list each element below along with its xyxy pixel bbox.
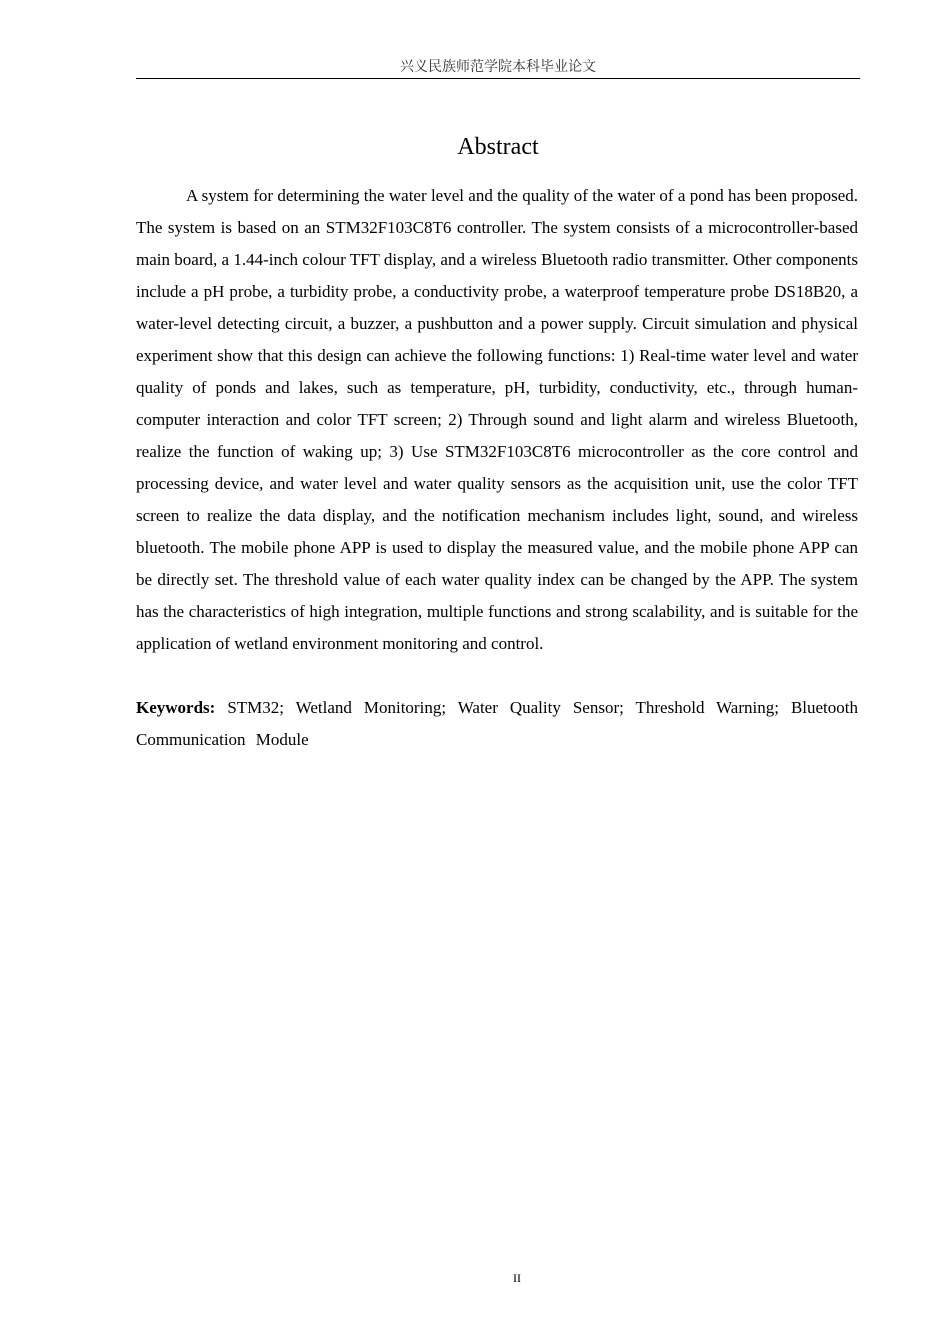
keywords-label: Keywords: bbox=[136, 698, 216, 717]
abstract-body: A system for determining the water level and the quality of the water of a pond has been proposed. The system is based on an STM32F103C8T6 controller. The system consists of a microcontroller-based main board, a 1.44-inch colour TFT display, and a wireless Bluetooth radio transmitter. Other components include a pH probe, a turbidity probe, a conductivity probe, a waterproof temperature probe DS18B20, a water-level detecting circuit, a buzzer, a pushbutton and a power supply. Circuit simulation and physical experiment show that this design can achieve the following functions: 1) Real-time water level and water quality of ponds and lakes, such as temperature, pH, turbidity, conductivity, etc., through human-computer interaction and color TFT screen; 2) Through sound and light alarm and wireless Bluetooth, realize the function of waking up; 3) Use STM32F103C8T6 microcontroller as the core control and processing device, and water level and water quality sensors as the acquisition unit, use the color TFT screen to realize the data display, and the notification mechanism includes light, sound, and wireless bluetooth. The mobile phone APP is used to display the measured value, and the mobile phone APP can be directly set. The threshold value of each water quality index can be changed by the APP. The system has the characteristics of high integration, multiple functions and strong scalability, and is suitable for the application of wetland environment monitoring and control. bbox=[136, 186, 858, 653]
keywords-text: STM32; Wetland Monitoring; Water Quality Sensor; Threshold Warning; Bluetooth Communication Module bbox=[136, 698, 858, 749]
abstract-title: Abstract bbox=[457, 134, 539, 160]
running-header: 兴义民族师范学院本科毕业论文 bbox=[136, 56, 860, 79]
page-number: II bbox=[513, 1271, 521, 1285]
keywords-paragraph bbox=[136, 692, 858, 756]
